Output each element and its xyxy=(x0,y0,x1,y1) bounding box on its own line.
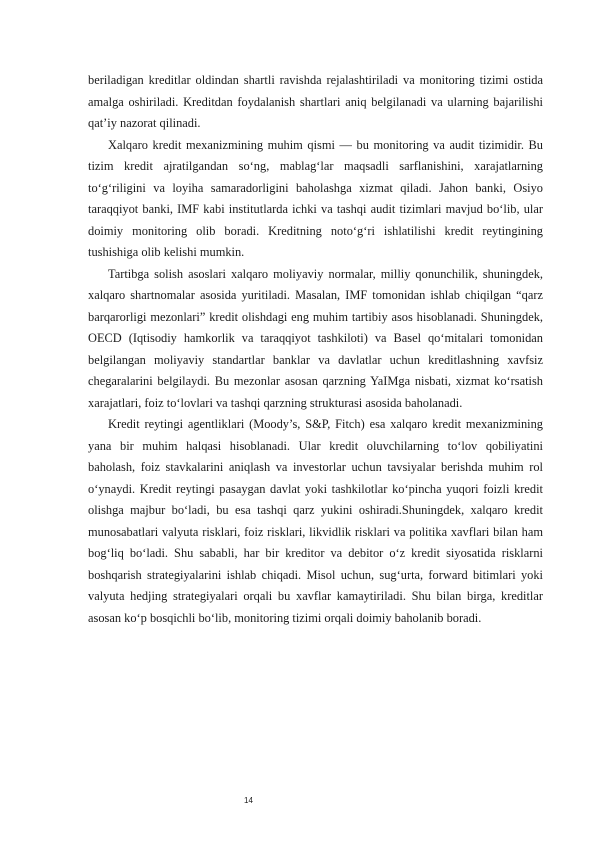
paragraph-monitoring-audit: Xalqaro kredit mexanizmining muhim qismi — bu monitoring va audit tizimidir. Bu tizim kredit ajratilgandan so‘ng, mablag‘lar maqsadli sarflanishini, xarajatlarning to‘g‘riligini va loyiha samaradorligini baholashga xizmat qiladi. Jahon banki, Osiyo taraqqiyot banki, IMF kabi institutlarda ichki va tashqi audit tizimlari mavjud bo‘lib, ular doimiy monitoring olib boradi. Kreditning noto‘g‘ri ishlatilishi kredit reytingining tushishiga olib kelishi mumkin. xyxy=(88,137,543,259)
body-text xyxy=(88,70,543,629)
page-number: 14 xyxy=(244,796,253,805)
paragraph-regulation-basis: Tartibga solish asoslari xalqaro moliyaviy normalar, milliy qonunchilik, shuningdek, xalqaro shartnomalar asosida yuritiladi. Masalan, IMF tomonidan ishlab chiqilgan “qarz barqarorligi mezonlari” kredit olishdagi eng muhim tartibiy asos hisoblanadi. Shuningdek, OECD (Iqtisodiy hamkorlik va taraqqiyot tashkiloti) va Basel qo‘mitalari tomonidan belgilangan moliyaviy standartlar banklar va davlatlar uchun kreditlashning xavfsiz chegaralarini belgilaydi. Bu mezonlar asosan qarzning YaIMga nisbati, xizmat ko‘rsatish xarajatlari, foiz to‘lovlari va tashqi qarzning strukturasi asosida baholanadi. xyxy=(88,266,543,410)
paragraph-continuation: beriladigan kreditlar oldindan shartli ravishda rejalashtiriladi va monitoring tizimi ostida amalga oshiriladi. Kreditdan foydalanish shartlari aniq belgilanadi va ularning bajarilishi qat’iy nazorat qilinadi. xyxy=(88,73,543,130)
paragraph-credit-ratings: Kredit reytingi agentliklari (Moody’s, S&P, Fitch) esa xalqaro kredit mexanizmining yana bir muhim halqasi hisoblanadi. Ular kredit oluvchilarning to‘lov qobiliyatini baholash, foiz stavkalarini aniqlash va investorlar uchun tavsiyalar berishda muhim rol o‘ynaydi. Kredit reytingi pasaygan davlat yoki tashkilotlar ko‘pincha yuqori foizli kredit olishga majbur bo‘ladi, bu esa tashqi qarz yukini oshiradi.Shuningdek, xalqaro kredit munosabatlari valyuta risklari, foiz risklari, likvidlik risklari va politika xavflari bilan ham bog‘liq bo‘ladi. Shu sababli, har bir kreditor va debitor o‘z kredit siyosatida risklarni boshqarish strategiyalarini ishlab chiqadi. Misol uchun, sug‘urta, forward bitimlari yoki valyuta hedjing strategiyalari orqali bu xavflar kamaytiriladi. Shu bilan birga, kreditlar asosan ko‘p bosqichli bo‘lib, monitoring tizimi orqali doimiy baholanib boradi. xyxy=(88,417,543,625)
